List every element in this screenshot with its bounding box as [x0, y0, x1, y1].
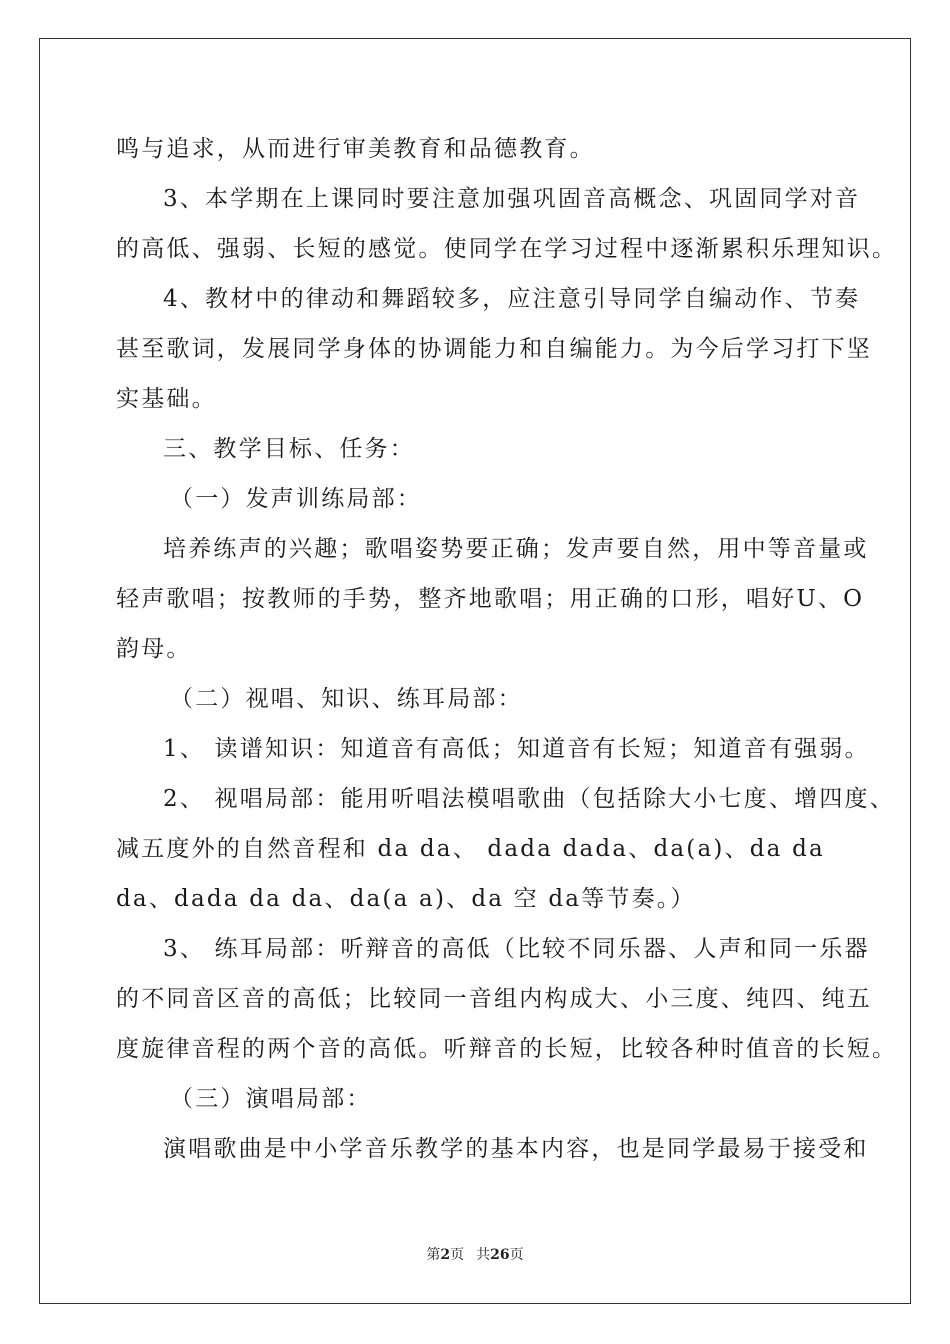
section-heading: 三、教学目标、任务： [163, 436, 415, 462]
paragraph-line: 的不同音区音的高低；比较同一音组内构成大、小三度、纯四、纯五 [116, 986, 872, 1012]
total-pages: 26 [490, 1247, 510, 1263]
paragraph-line: 2、 视唱局部：能用听唱法模唱歌曲（包括除大小七度、增四度、 [163, 786, 895, 812]
page-suffix: 页 [450, 1247, 465, 1263]
total-suffix: 页 [509, 1247, 524, 1263]
paragraph-line: 实基础。 [116, 386, 217, 412]
paragraph-line: 度旋律音程的两个音的高低。听辩音的长短，比较各种时值音的长短。 [116, 1036, 898, 1062]
page-footer [0, 1245, 950, 1265]
paragraph-line: 4、教材中的律动和舞蹈较多，应注意引导同学自编动作、节奏 [163, 286, 861, 312]
page-prefix: 第 [426, 1247, 441, 1263]
paragraph-line: 培养练声的兴趣；歌唱姿势要正确；发声要自然，用中等音量或 [163, 536, 869, 562]
paragraph-line: 鸣与追求，从而进行审美教育和品德教育。 [116, 136, 595, 162]
paragraph-line: 3、本学期在上课同时要注意加强巩固音高概念、巩固同学对音 [163, 186, 861, 212]
paragraph-line: 1、 读谱知识：知道音有高低；知道音有长短；知道音有强弱。 [163, 736, 870, 762]
paragraph-line: 轻声歌唱；按教师的手势，整齐地歌唱；用正确的口形，唱好U、O [116, 586, 865, 612]
paragraph-line: 演唱歌曲是中小学音乐教学的基本内容，也是同学最易于接受和 [163, 1136, 869, 1162]
paragraph-line: da、dada da da、da(a a)、da 空 da等节奏。） [116, 886, 696, 912]
subsection-heading: （一）发声训练局部： [170, 486, 422, 512]
paragraph-line: 甚至歌词，发展同学身体的协调能力和自编能力。为今后学习打下坚 [116, 336, 872, 362]
subsection-heading: （三）演唱局部： [170, 1086, 372, 1112]
total-prefix: 共 [476, 1247, 491, 1263]
paragraph-line: 减五度外的自然音程和 da da、 dada dada、da(a)、da da [116, 836, 825, 862]
paragraph-line: 3、 练耳局部：听辩音的高低（比较不同乐器、人声和同一乐器 [163, 936, 870, 962]
page-current: 2 [440, 1247, 451, 1263]
paragraph-line: 韵母。 [116, 636, 192, 662]
paragraph-line: 的高低、强弱、长短的感觉。使同学在学习过程中逐渐累积乐理知识。 [116, 236, 898, 262]
page-border [39, 38, 911, 1304]
subsection-heading: （二）视唱、知识、练耳局部： [170, 686, 523, 712]
